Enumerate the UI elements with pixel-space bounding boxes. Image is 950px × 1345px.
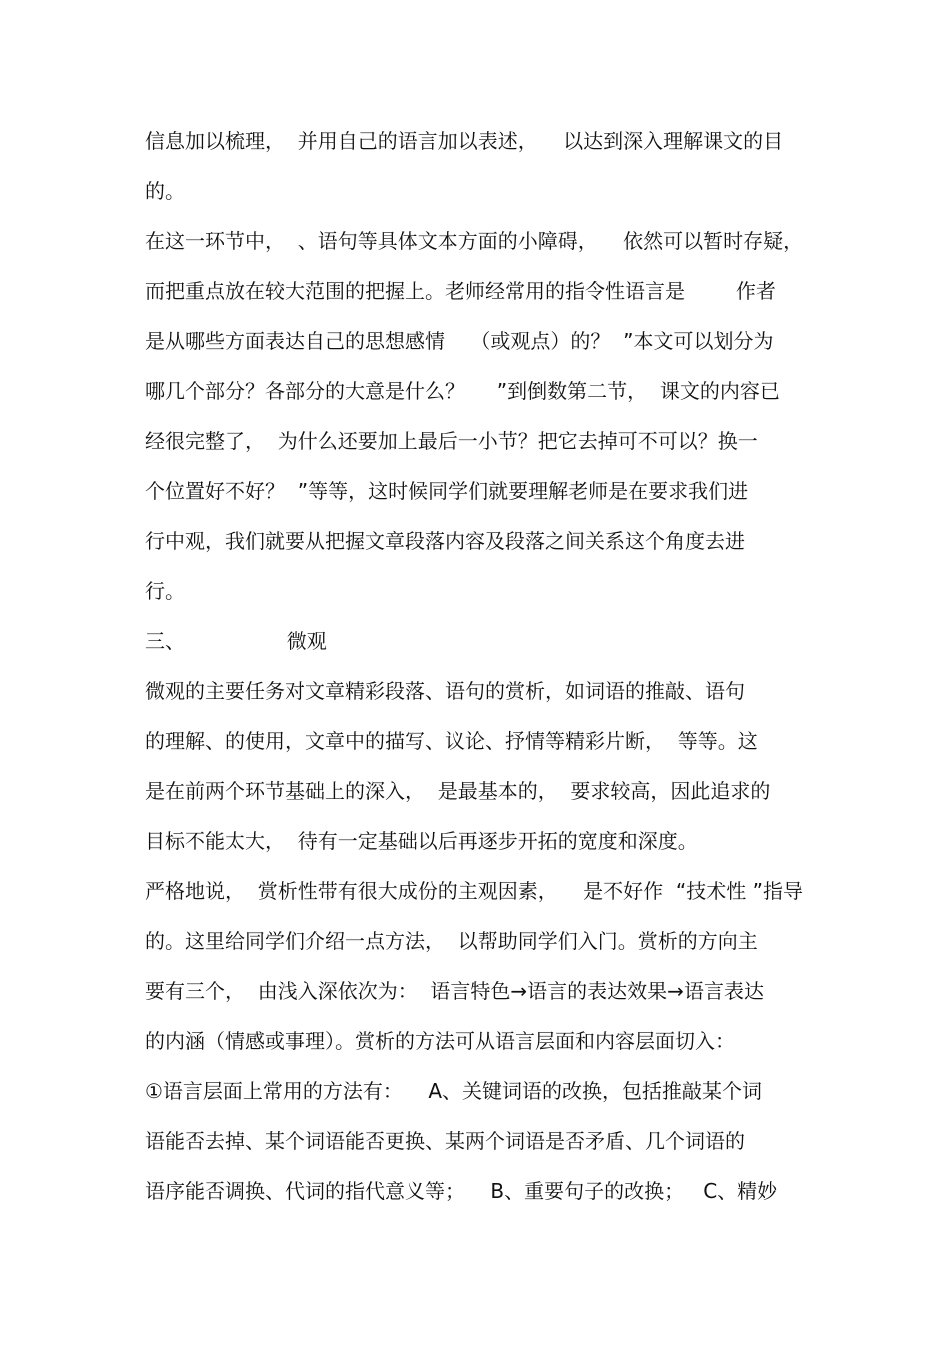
text-line-17: 的。这里给同学们介绍一点方法， 以帮助同学们入门。赏析的方向主 <box>145 929 758 953</box>
text-line-13: 的理解、的使用，文章中的描写、议论、抒情等精彩片断， 等等。这 <box>145 729 758 753</box>
text-line-20: ①语言层面上常用的方法有： A、关键词语的改换，包括推敲某个词 <box>145 1079 763 1103</box>
text-line-21: 语能否去掉、某个词语能否更换、某两个词语是否矛盾、几个词语的 <box>145 1129 745 1153</box>
text-line-8: 个位置好不好？ ”等等，这时候同学们就要理解老师是在要求我们进 <box>145 479 749 503</box>
text-line-3: 在这一环节中， 、语句等具体文本方面的小障碍， 依然可以暂时存疑， <box>145 229 804 253</box>
text-line-5: 是从哪些方面表达自己的思想感情 （或观点）的？ ”本文可以划分为 <box>145 329 774 353</box>
text-line-7: 经很完整了， 为什么还要加上最后一小节？把它去掉可不可以？换一 <box>145 429 758 453</box>
text-line-18: 要有三个， 由浅入深依次为： 语言特色→语言的表达效果→语言表达 <box>145 979 764 1003</box>
text-line-19: 的内涵（情感或事理）。赏析的方法可从语言层面和内容层面切入： <box>145 1029 735 1053</box>
text-line-9: 行中观，我们就要从把握文章段落内容及段落之间关系这个角度去进 <box>145 529 745 553</box>
text-line-15: 目标不能太大， 待有一定基础以后再逐步开拓的宽度和深度。 <box>145 829 698 853</box>
text-line-16: 严格地说， 赏析性带有很大成份的主观因素， 是不好作 “技术性 ”指导 <box>145 879 803 903</box>
text-line-1: 信息加以梳理， 并用自己的语言加以表述， 以达到深入理解课文的目 <box>145 129 784 153</box>
text-line-12: 微观的主要任务对文章精彩段落、语句的赏析，如词语的推敲、语句 <box>145 679 745 703</box>
text-line-22: 语序能否调换、代词的指代意义等； B、重要句子的改换； C、精妙 <box>145 1179 778 1203</box>
text-line-4: 而把重点放在较大范围的把握上。老师经常用的指令性语言是 作者 <box>145 279 776 303</box>
text-line-10: 行。 <box>145 579 185 603</box>
section-heading: 三、 微观 <box>145 629 327 653</box>
text-line-14: 是在前两个环节基础上的深入， 是最基本的， 要求较高，因此追求的 <box>145 779 771 803</box>
text-line-6: 哪几个部分？各部分的大意是什么？ ”到倒数第二节， 课文的内容已 <box>145 379 780 403</box>
text-line-2: 的。 <box>145 179 185 203</box>
